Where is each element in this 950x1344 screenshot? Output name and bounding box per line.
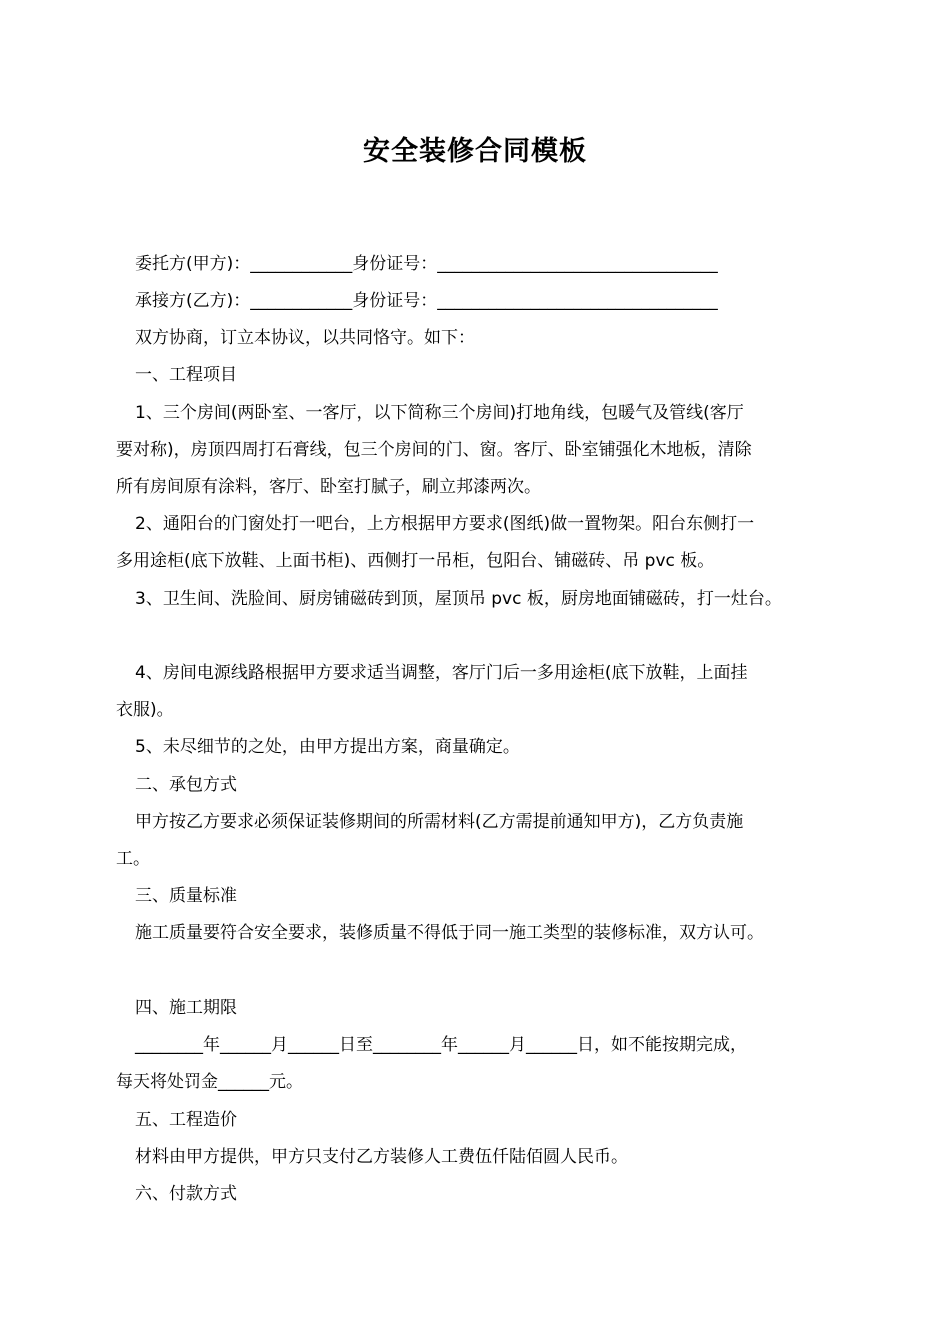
clause-2-line-2: 多用途柜(底下放鞋、上面书柜)、西侧打一吊柜，包阳台、铺磁砖、吊 pvc 板。	[116, 551, 715, 571]
clause-1-line-3: 所有房间原有涂料，客厅、卧室打腻子，刷立邦漆两次。	[116, 477, 541, 497]
clause-4-line-2: 衣服)。	[116, 700, 174, 720]
section-heading-project: 一、工程项目	[135, 365, 237, 385]
section-heading-contracting: 二、承包方式	[135, 775, 237, 795]
party-b-line: 承接方(乙方)：____________身份证号：_________________________________	[135, 291, 718, 311]
clause-1-line-2: 要对称)，房顶四周打石膏线，包三个房间的门、窗。客厅、卧室铺强化木地板，清除	[116, 440, 752, 460]
section-heading-cost: 五、工程造价	[135, 1110, 237, 1130]
clause-3-line-1: 3、卫生间、洗脸间、厨房铺磁砖到顶，屋顶吊 pvc 板，厨房地面铺磁砖，打一灶台。	[135, 589, 782, 609]
cost-line-1: 材料由甲方提供，甲方只支付乙方装修人工费伍仟陆佰圆人民币。	[135, 1147, 628, 1167]
section-heading-payment: 六、付款方式	[135, 1184, 237, 1204]
contracting-line-2: 工。	[116, 849, 150, 869]
quality-line-1: 施工质量要符合安全要求，装修质量不得低于同一施工类型的装修标准，双方认可。	[135, 923, 764, 943]
section-heading-period: 四、施工期限	[135, 998, 237, 1018]
clause-1-line-1: 1、三个房间(两卧室、一客厅，以下简称三个房间)打地角线，包暖气及管线(客厅	[135, 403, 744, 423]
party-a-line: 委托方(甲方)：____________身份证号：_________________________________	[135, 254, 718, 274]
section-heading-quality: 三、质量标准	[135, 886, 237, 906]
period-line-2: 每天将处罚金______元。	[116, 1072, 303, 1092]
agreement-intro: 双方协商，订立本协议，以共同恪守。如下：	[135, 328, 475, 348]
clause-2-line-1: 2、通阳台的门窗处打一吧台，上方根据甲方要求(图纸)做一置物架。阳台东侧打一	[135, 514, 755, 534]
clause-4-line-1: 4、房间电源线路根据甲方要求适当调整，客厅门后一多用途柜(底下放鞋，上面挂	[135, 663, 748, 683]
contracting-line-1: 甲方按乙方要求必须保证装修期间的所需材料(乙方需提前通知甲方)，乙方负责施	[135, 812, 744, 832]
period-line-1: ________年______月______日至________年______月______日，如不能按期完成，	[135, 1035, 747, 1055]
document-title: 安全装修合同模板	[363, 136, 587, 167]
clause-5-line-1: 5、未尽细节的之处，由甲方提出方案，商量确定。	[135, 737, 520, 757]
